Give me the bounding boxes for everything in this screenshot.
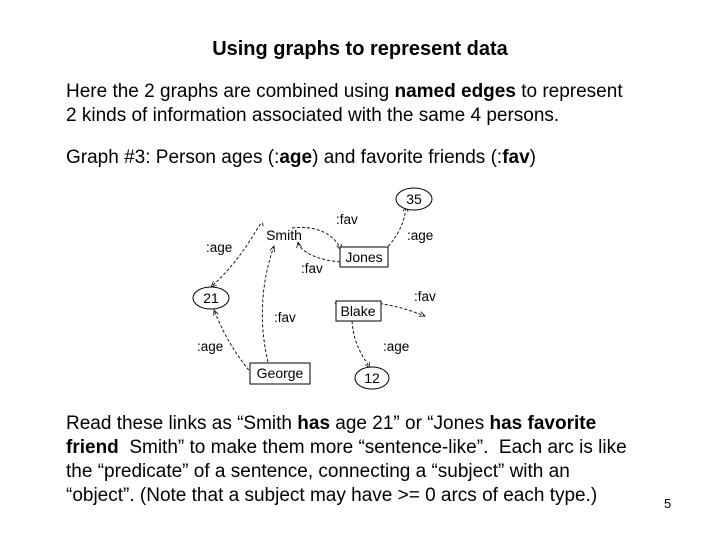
explanation-bold: has	[297, 413, 331, 434]
caption-text: Graph #3: Person ages (:	[66, 147, 280, 168]
node-12	[355, 367, 389, 389]
explanation-text: Smith” to make them more “sentence-like”. Each arc is like	[118, 437, 627, 458]
node-blake-label: Blake	[340, 303, 376, 319]
edge-label-smith-jones-fav: :fav	[336, 212, 358, 227]
slide-title: Using graphs to represent data	[212, 38, 508, 60]
explanation-text: age 21” or “Jones	[330, 413, 490, 434]
node-smith-label: Smith	[266, 227, 302, 243]
explanation-line-4: “object”. (Note that a subject may have >= 0 arcs of each type.)	[66, 485, 598, 506]
caption-text: ) and favorite friends (:	[312, 147, 503, 168]
explanation-paragraph	[66, 412, 627, 508]
intro-text: Here the 2 graphs are combined using	[66, 81, 395, 102]
caption-bold-fav: fav	[502, 147, 530, 168]
edge-label-blake-12-age: :age	[383, 339, 410, 354]
page-number: 5	[664, 496, 672, 511]
intro-line-2: 2 kinds of information associated with the same 4 persons.	[66, 105, 560, 126]
explanation-text: Read these links as “Smith	[66, 413, 298, 434]
edge-jones-35-age	[385, 206, 406, 250]
explanation-line-3: the “predicate” of a sentence, connecting a “subject” with an	[66, 461, 570, 482]
node-35-label: 35	[406, 191, 422, 207]
edge-blake-12-age	[352, 321, 370, 368]
node-21	[193, 287, 229, 309]
edge-label-blake-fav: :fav	[414, 289, 436, 304]
node-jones-label: Jones	[345, 249, 383, 265]
edge-label-george-21-age: :age	[197, 339, 224, 354]
node-12-label: 12	[364, 370, 380, 386]
explanation-bold: has favorite	[489, 413, 597, 434]
edge-label-jones-35-age: :age	[407, 228, 434, 243]
node-35	[396, 188, 432, 210]
edge-label-smith-21-age: :age	[206, 240, 233, 255]
node-smith	[266, 227, 302, 243]
intro-bold: named edges	[394, 81, 516, 102]
explanation-line-1	[66, 412, 627, 436]
caption-text: )	[529, 147, 536, 168]
explanation-line-2	[66, 436, 627, 460]
node-blake	[336, 301, 381, 321]
edge-jones-smith-fav	[298, 242, 340, 262]
node-jones	[340, 247, 388, 267]
caption-bold-age: age	[279, 147, 313, 168]
node-george	[250, 363, 310, 384]
node-21-label: 21	[203, 290, 219, 306]
explanation-bold: friend	[66, 437, 119, 458]
edge-label-jones-smith-fav: :fav	[301, 261, 323, 276]
edge-george-smith-fav	[262, 246, 274, 362]
edge-smith-21-age	[211, 223, 263, 287]
intro-text: to represent	[515, 81, 623, 102]
edge-label-george-smith-fav: :fav	[274, 310, 296, 325]
node-george-label: George	[256, 365, 304, 381]
